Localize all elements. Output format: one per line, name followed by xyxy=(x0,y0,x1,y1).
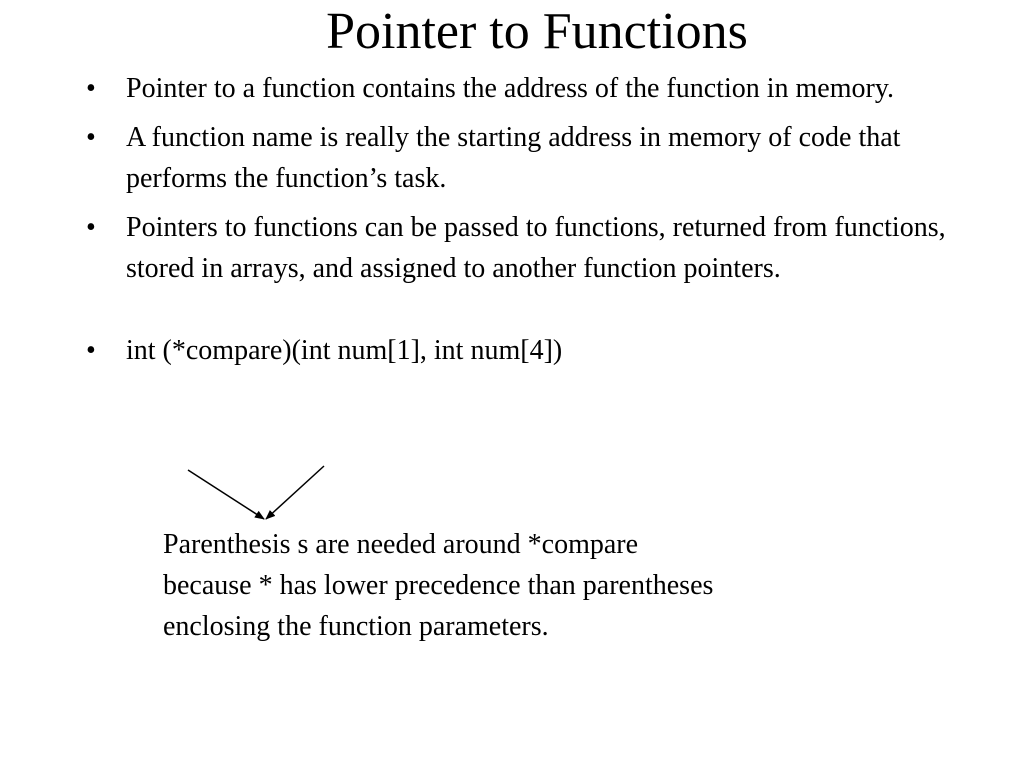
bullet-item-function-name-address xyxy=(86,117,966,199)
bullet-item-code-example xyxy=(86,330,966,371)
note-line: because * has lower precedence than parentheses xyxy=(163,570,714,601)
bullet-marker: • xyxy=(86,335,96,366)
note-line: Parenthesis s are needed around *compare xyxy=(163,529,639,560)
right-arrow xyxy=(266,466,324,519)
note-line: enclosing the function parameters. xyxy=(163,611,549,642)
bullet-marker: • xyxy=(86,212,96,243)
bullet-list xyxy=(86,68,966,379)
left-arrow xyxy=(188,470,264,519)
bullet-text: A function name is really the starting address in memory of code that performs the function’s task. xyxy=(126,122,901,194)
bullet-item-function-pointer-usage xyxy=(86,207,966,289)
bullet-text: Pointer to a function contains the address of the function in memory. xyxy=(126,73,895,104)
explanation-note xyxy=(163,524,883,647)
bullet-marker: • xyxy=(86,73,96,104)
bullet-text: Pointers to functions can be passed to functions, returned from functions, stored in arrays, and assigned to another function pointers. xyxy=(126,212,946,284)
bullet-marker: • xyxy=(86,122,96,153)
bullet-item-function-pointer-definition xyxy=(86,68,966,109)
code-example-text: int (*compare)(int num[1], int num[4]) xyxy=(126,335,563,366)
slide-title: Pointer to Functions xyxy=(326,3,748,60)
